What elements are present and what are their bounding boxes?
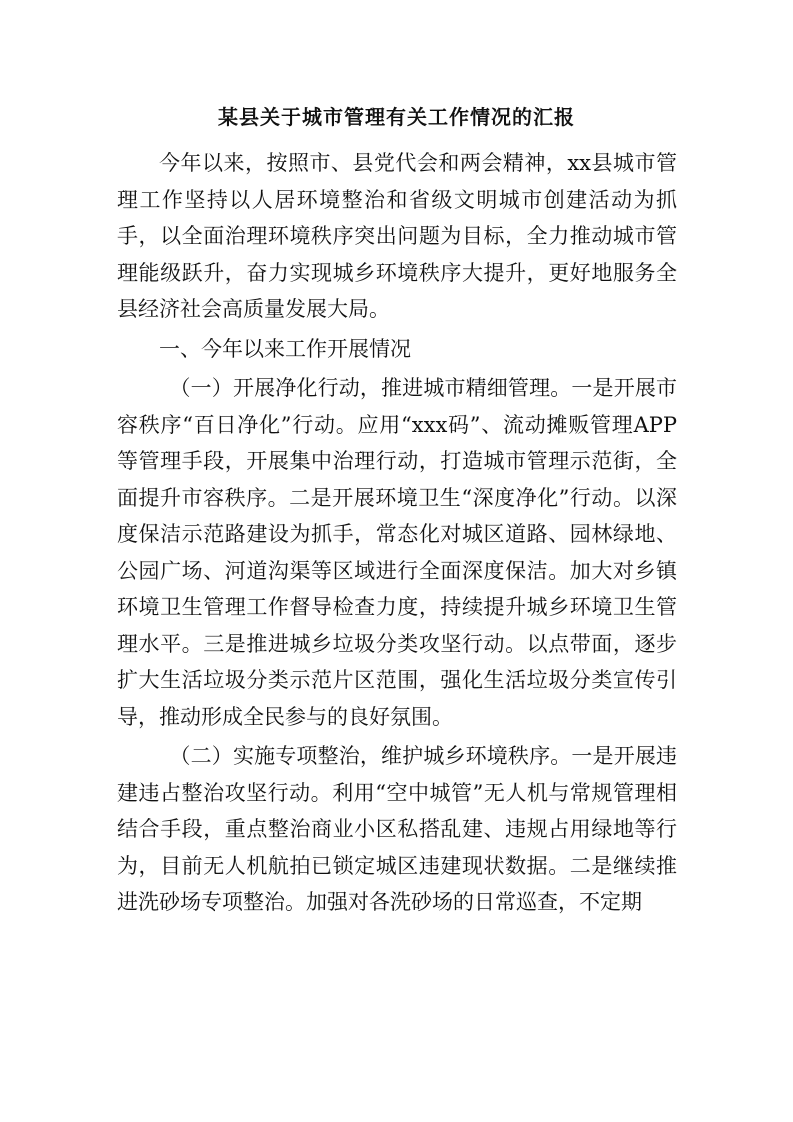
section-heading: 一、今年以来工作开展情况 <box>159 336 411 361</box>
subsection-one-paragraph: （一）开展净化行动，推进城市精细管理。一是开展市容秩序“百日净化”行动。应用“xxx码”、流动摊贩管理APP等管理手段，开展集中治理行动，打造城市管理示范街，全面提升市容秩序。二是开展环境卫生“深度净化”行动。以深度保洁示范路建设为抓手，常态化对城区道路、园林绿地、公园广场、河道沟渠等区域进行全面深度保洁。加大对乡镇环境卫生管理工作督导检查力度，持续提升城乡环境卫生管理水平。三是推进城乡垃圾分类攻坚行动。以点带面，逐步扩大生活垃圾分类示范片区范围，强化生活垃圾分类宣传引导，推动形成全民参与的良好氛围。 <box>117 376 677 729</box>
intro-paragraph: 今年以来，按照市、县党代会和两会精神，xx县城市管理工作坚持以人居环境整治和省级文明城市创建活动为抓手，以全面治理环境秩序突出问题为目标，全力推动城市管理能级跃升，奋力实现城乡环境秩序大提升，更好地服务全县经济社会高质量发展大局。 <box>117 151 677 321</box>
document-title: 某县关于城市管理有关工作情况的汇报 <box>218 105 575 129</box>
subsection-two-paragraph: （二）实施专项整治，维护城乡环境秩序。一是开展违建违占整治攻坚行动。利用“空中城管”无人机与常规管理相结合手段，重点整治商业小区私搭乱建、违规占用绿地等行为，目前无人机航拍已锁定城区违建现状数据。二是继续推进洗砂场专项整治。加强对各洗砂场的日常巡查，不定期 <box>117 744 677 914</box>
document-body <box>117 145 677 921</box>
